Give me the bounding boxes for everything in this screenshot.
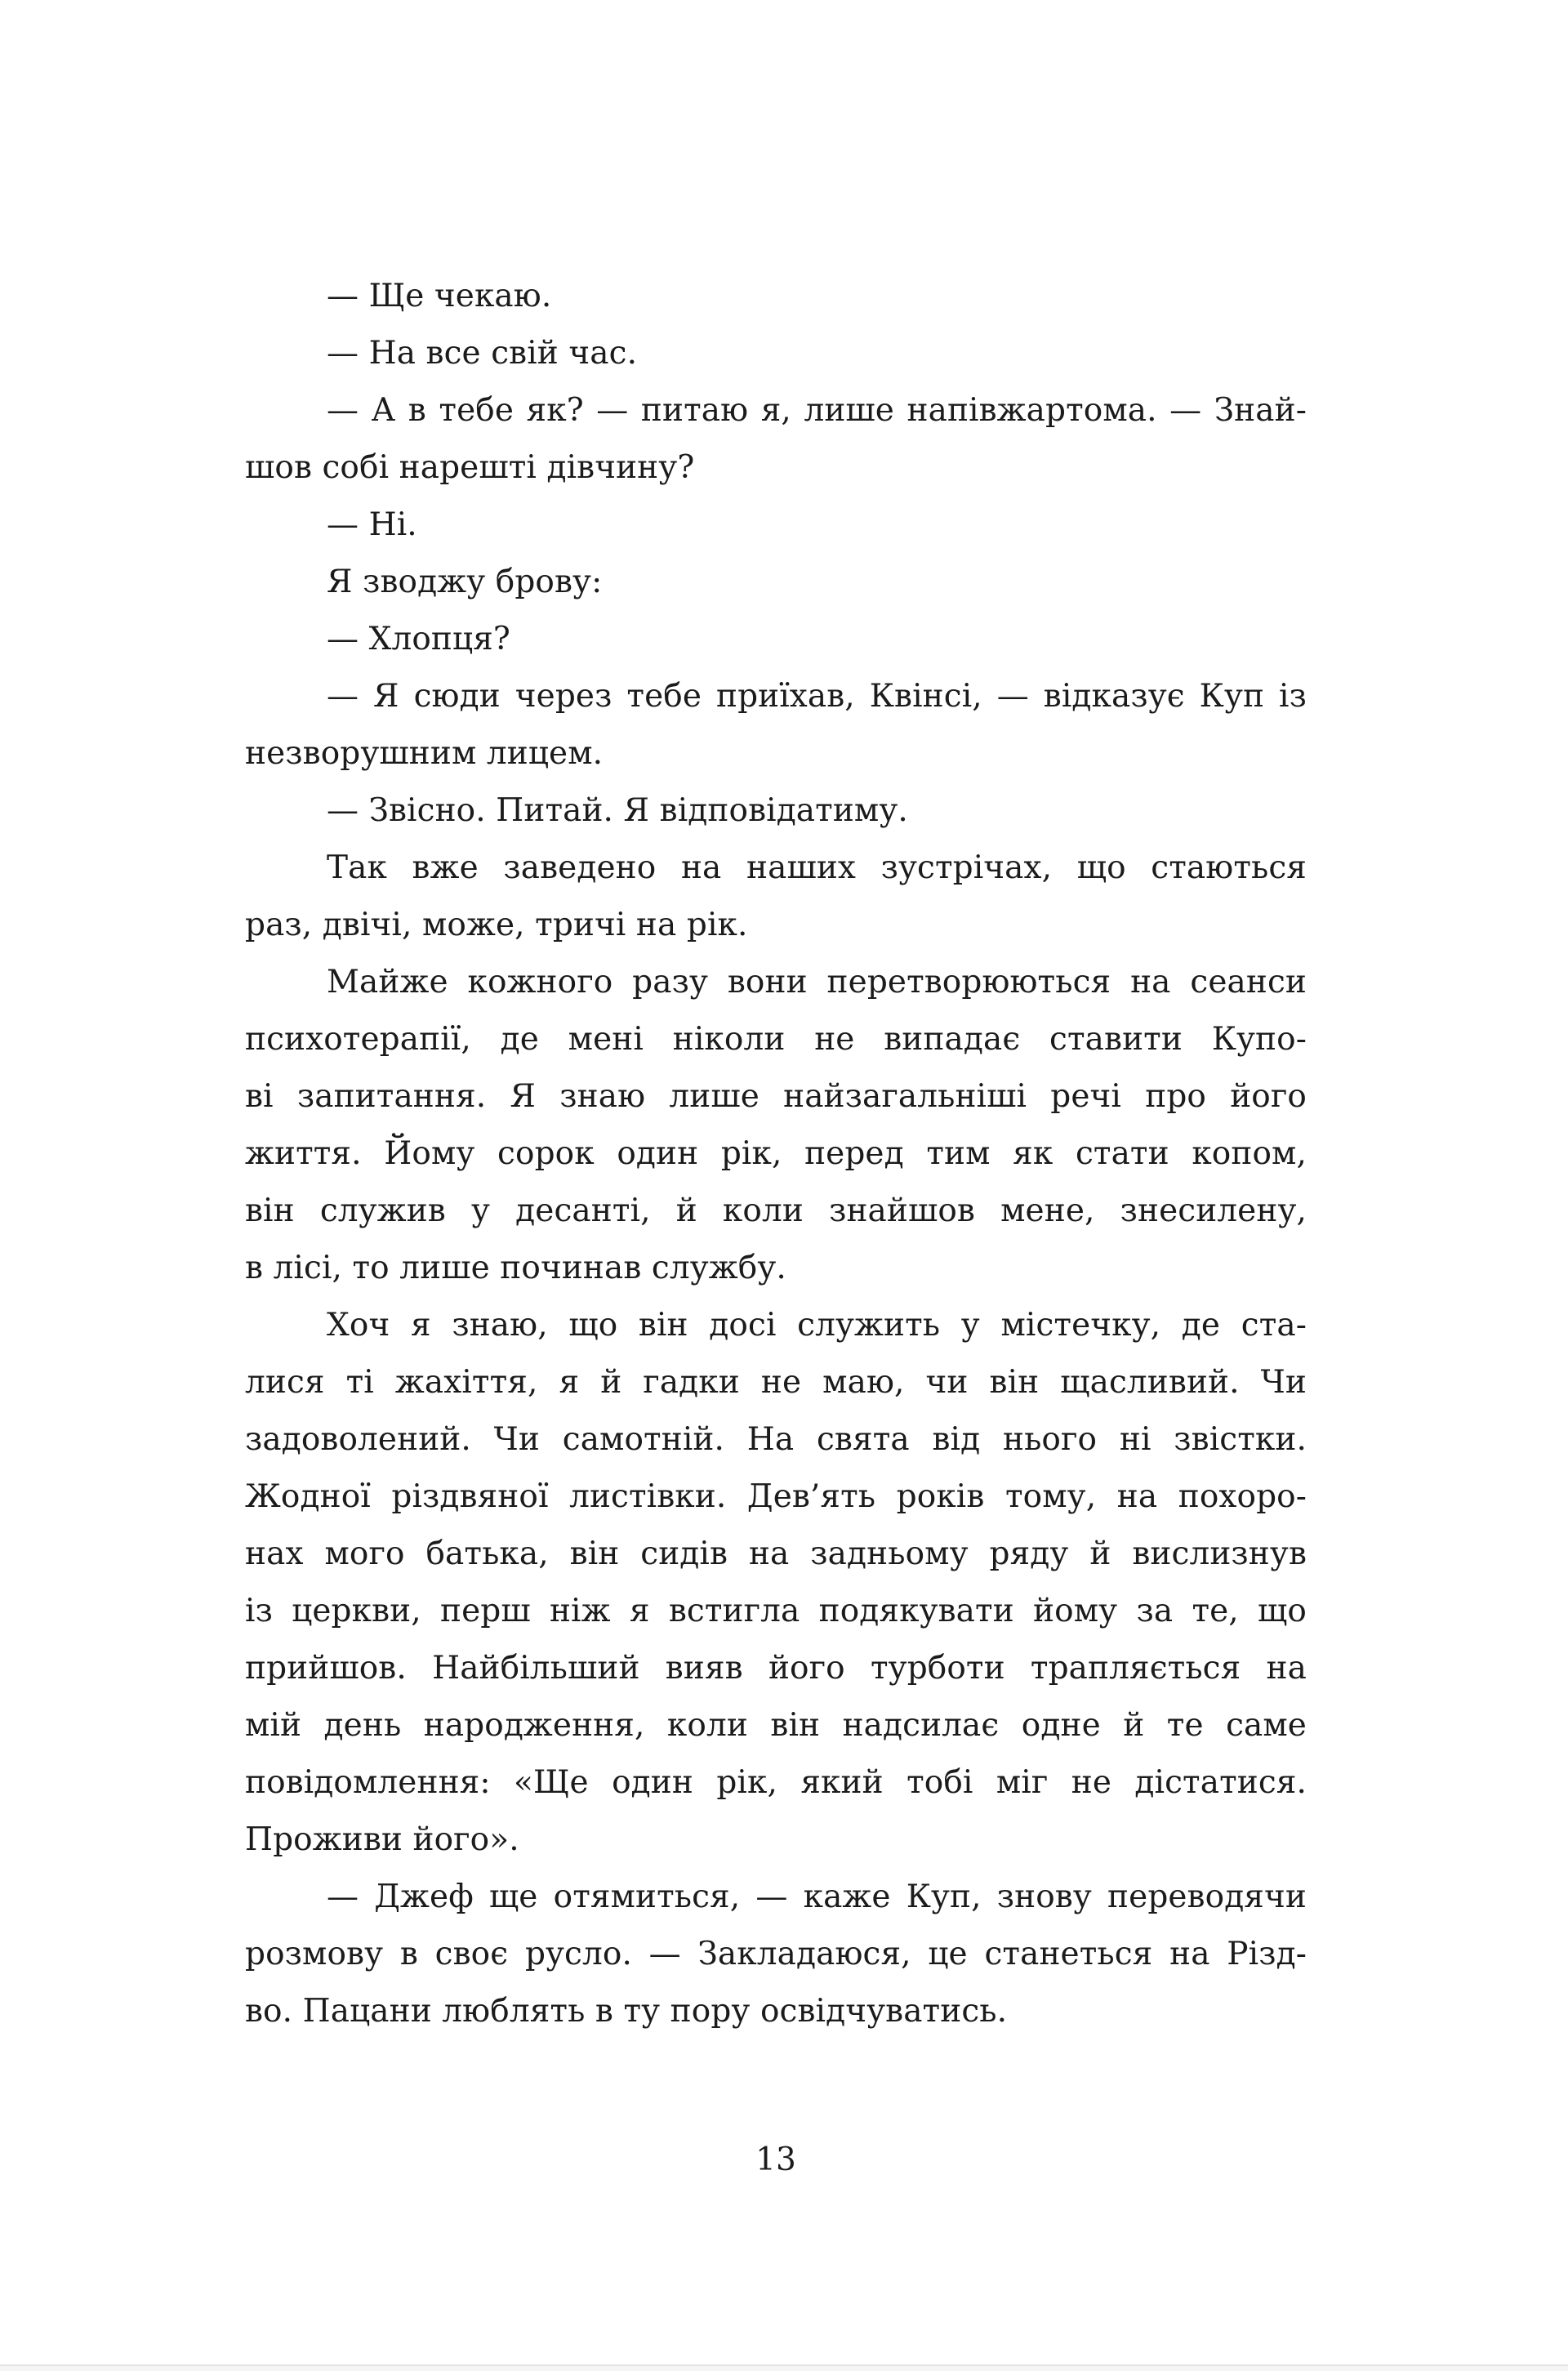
text-line: лися ті жахіття, я й гадки не маю, чи він щасливий. Чи bbox=[245, 1364, 1307, 1401]
text-line: во. Пацани люблять в ту пору освідчуватись. bbox=[245, 1993, 1008, 2030]
text-line: розмову в своє русло. — Закладаюся, це станеться на Різд- bbox=[245, 1936, 1307, 1972]
text-line: життя. Йому сорок один рік, перед тим як стати копом, bbox=[245, 1135, 1307, 1172]
text-line: Жодної різдвяної листівки. Дев’ять років тому, на похоро- bbox=[245, 1478, 1307, 1515]
text-line: прийшов. Найбільший вияв його турботи трапляється на bbox=[245, 1650, 1307, 1687]
text-line: незворушним лицем. bbox=[245, 735, 604, 772]
text-line: — На все свій час. bbox=[327, 335, 638, 372]
text-line: — Ні. bbox=[327, 506, 417, 543]
text-line: психотерапії, де мені ніколи не випадає ставити Купо- bbox=[245, 1021, 1307, 1058]
text-line: повідомлення: «Ще один рік, який тобі міг не дістатися. bbox=[245, 1764, 1307, 1801]
text-line: він служив у десанті, й коли знайшов мене, знесилену, bbox=[245, 1192, 1307, 1229]
text-line: — Звісно. Питай. Я відповідатиму. bbox=[327, 792, 908, 829]
page-number: 13 bbox=[755, 2141, 796, 2178]
text-line: Майже кожного разу вони перетворюються на сеанси bbox=[327, 964, 1307, 1001]
text-line: — Хлопця? bbox=[327, 621, 510, 657]
text-line: мій день народження, коли він надсилає одне й те саме bbox=[245, 1707, 1307, 1744]
text-line: Проживи його». bbox=[245, 1821, 519, 1858]
text-line: — Ще чекаю. bbox=[327, 278, 552, 314]
text-line: раз, двічі, може, тричі на рік. bbox=[245, 907, 748, 943]
text-line: задоволений. Чи самотній. На свята від нього ні звістки. bbox=[245, 1421, 1307, 1458]
text-line: Хоч я знаю, що він досі служить у містечку, де ста- bbox=[327, 1307, 1307, 1344]
text-line: ві запитання. Я знаю лише найзагальніші речі про його bbox=[245, 1078, 1307, 1115]
text-line: Я зводжу брову: bbox=[327, 564, 603, 600]
text-line: — Джеф ще отямиться, — каже Куп, знову переводячи bbox=[327, 1879, 1307, 1915]
bottom-divider bbox=[0, 2364, 1568, 2371]
text-line: — Я сюди через тебе приїхав, Квінсі, — відказує Куп із bbox=[327, 678, 1307, 715]
text-line: нах мого батька, він сидів на задньому ряду й вислизнув bbox=[245, 1535, 1307, 1572]
text-line: шов собі нарешті дівчину? bbox=[245, 449, 695, 486]
text-line: із церкви, перш ніж я встигла подякувати йому за те, що bbox=[245, 1593, 1307, 1629]
text-line: — А в тебе як? — питаю я, лише напівжартома. — Знай- bbox=[327, 392, 1307, 429]
text-line: Так вже заведено на наших зустрічах, що стаються bbox=[327, 849, 1307, 886]
text-line: в лісі, то лише починав службу. bbox=[245, 1250, 786, 1286]
text-block bbox=[245, 268, 1307, 2040]
